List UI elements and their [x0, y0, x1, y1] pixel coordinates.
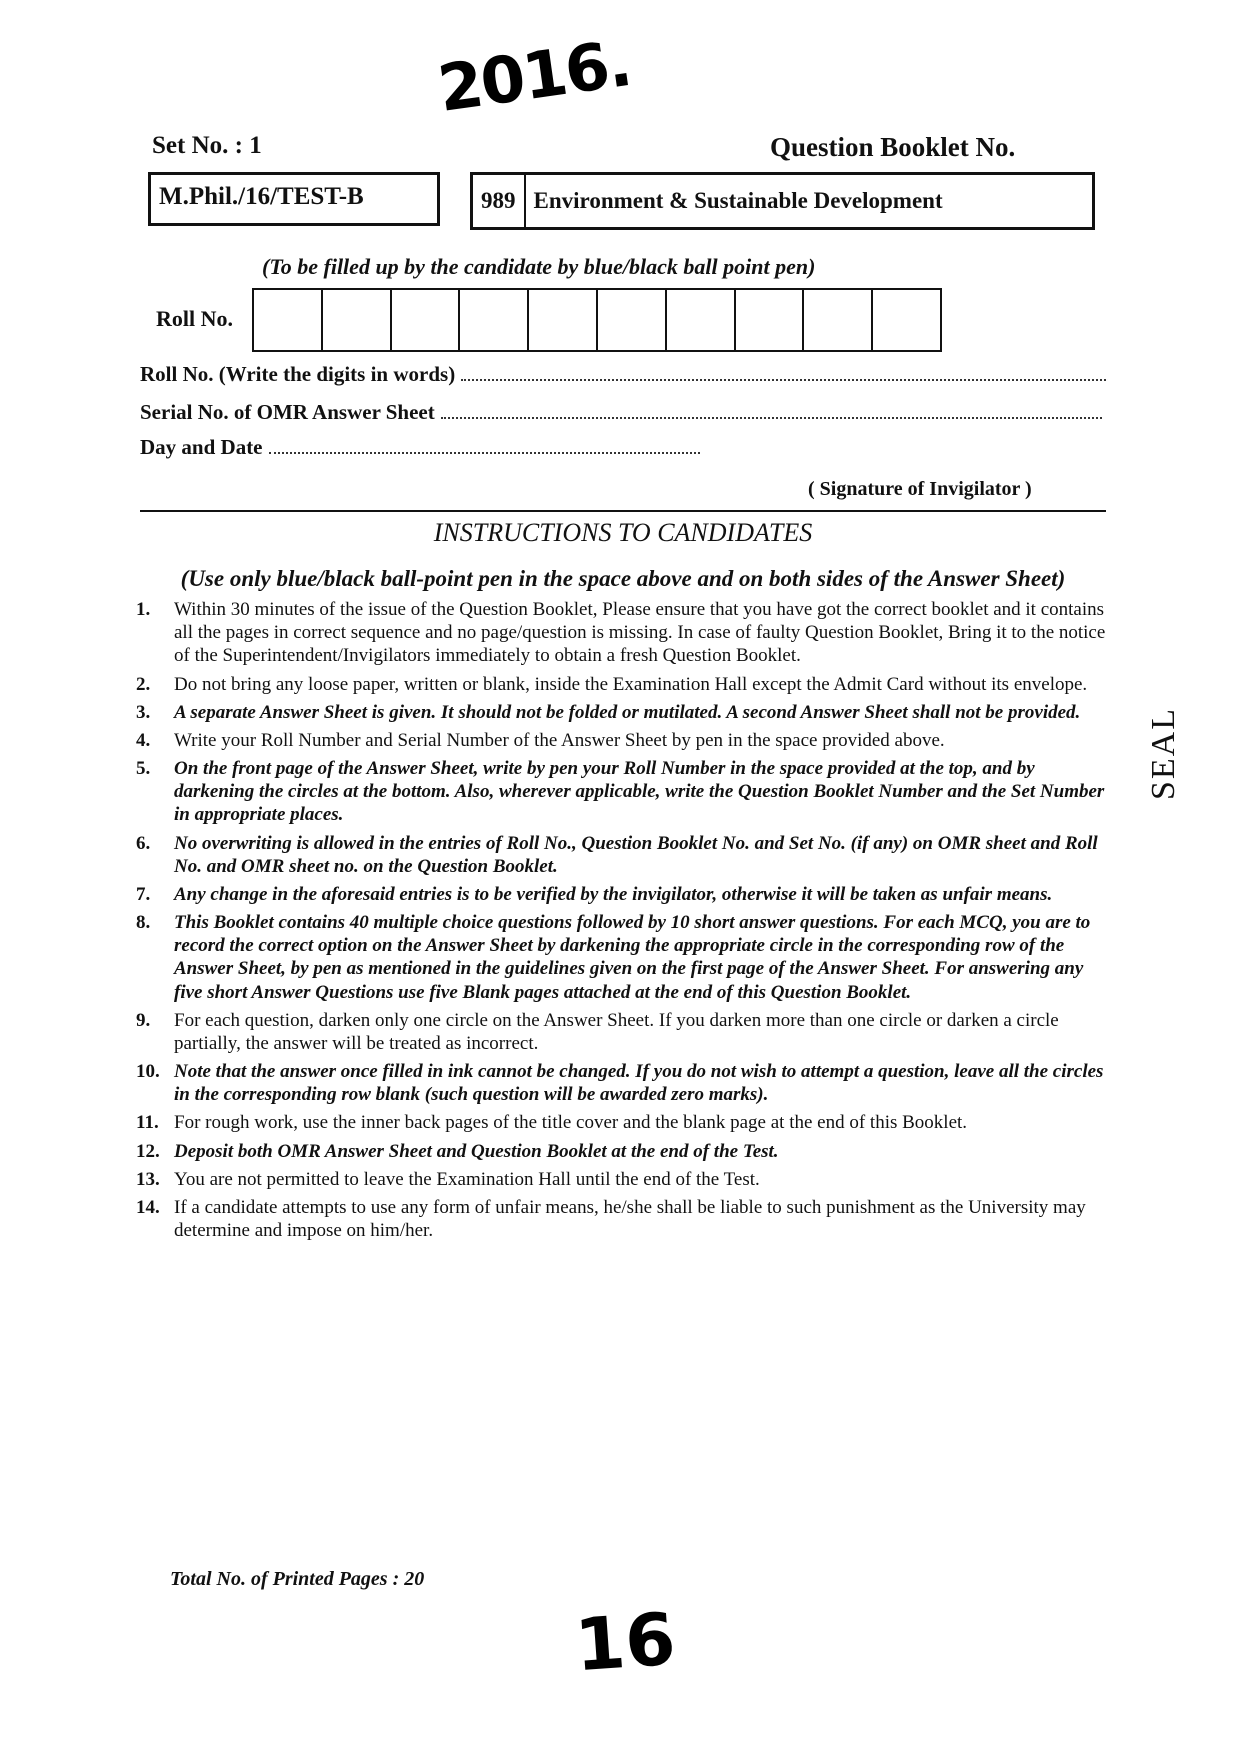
roll-words-field[interactable] [140, 362, 1106, 387]
instruction-item [136, 701, 1106, 724]
day-date-field[interactable] [140, 435, 700, 460]
instruction-text: For rough work, use the inner back pages of the title cover and the blank page at the end of this Booklet. [174, 1112, 968, 1134]
total-printed-pages: Total No. of Printed Pages : 20 [170, 1568, 425, 1590]
instruction-item [136, 757, 1106, 827]
instruction-item [136, 911, 1106, 1004]
instruction-text: Note that the answer once filled in ink cannot be changed. If you do not wish to attempt a question, leave all the circles in the corresponding row blank (such question will be awarded zero marks). [174, 1061, 1104, 1106]
instruction-number: 2. [136, 673, 151, 695]
roll-number-cell[interactable] [254, 290, 323, 350]
instruction-number: 10. [136, 1061, 160, 1083]
instruction-text: For each question, darken only one circle on the Answer Sheet. If you darken more than one circle or darken a circle partially, the answer will be treated as incorrect. [174, 1009, 1059, 1054]
instructions-title: INSTRUCTIONS TO CANDIDATES [433, 518, 813, 547]
instruction-text: Do not bring any loose paper, written or blank, inside the Examination Hall except the Admit Card without its envelope. [174, 673, 1088, 695]
roll-number-cell[interactable] [873, 290, 940, 350]
course-code-box [148, 172, 440, 226]
instruction-text: Any change in the aforesaid entries is to be verified by the invigilator, otherwise it will be taken as unfair means. [174, 883, 1053, 905]
instruction-item [136, 883, 1106, 906]
subject-name: Environment & Sustainable Development [533, 188, 943, 213]
question-booklet-number-label: Question Booklet No. [770, 132, 1016, 162]
seal-stamp: SEAL [1145, 707, 1182, 800]
instruction-item [136, 832, 1106, 878]
handwritten-page-number: 16 [572, 1596, 679, 1688]
roll-number-cell[interactable] [460, 290, 529, 350]
roll-number-cell[interactable] [804, 290, 873, 350]
instruction-number: 12. [136, 1140, 160, 1162]
day-date-line [269, 451, 700, 454]
instruction-number: 6. [136, 832, 151, 854]
instruction-number: 4. [136, 729, 151, 751]
instruction-number: 3. [136, 701, 151, 723]
instruction-number: 13. [136, 1168, 160, 1190]
handwritten-year: 2016. [433, 26, 635, 128]
instructions-list [136, 598, 1106, 1247]
course-code: M.Phil./16/TEST-B [159, 183, 364, 210]
instruction-number: 5. [136, 758, 151, 780]
roll-number-cell[interactable] [529, 290, 598, 350]
instruction-text: This Booklet contains 40 multiple choice questions followed by 10 short answer questions. For each MCQ, you are to record the correct option on the Answer Sheet by darkening the appropriate circle in the corresponding row of the Answer Sheet, by pen as mentioned in the guidelines given on the first page of the Answer Sheet. For answering any five short Answer Questions use five Blank pages attached at the end of this Question Booklet. [174, 912, 1091, 1003]
instruction-number: 9. [136, 1009, 151, 1031]
instruction-number: 7. [136, 883, 151, 905]
roll-words-label: Roll No. (Write the digits in words) [140, 362, 456, 386]
instruction-text: You are not permitted to leave the Examination Hall until the end of the Test. [174, 1168, 760, 1190]
instruction-item [136, 729, 1106, 752]
instruction-item [136, 598, 1106, 668]
instruction-number: 11. [136, 1112, 159, 1134]
omr-serial-line [441, 416, 1102, 419]
invigilator-signature-label: ( Signature of Invigilator ) [808, 478, 1032, 500]
instruction-text: Deposit both OMR Answer Sheet and Question Booklet at the end of the Test. [174, 1140, 779, 1162]
instruction-text: No overwriting is allowed in the entries of Roll No., Question Booklet No. and Set No. (if any) on OMR sheet and Roll No. and OMR sheet no. on the Question Booklet. [174, 832, 1098, 877]
roll-number-cell[interactable] [598, 290, 667, 350]
instruction-item [136, 1196, 1106, 1242]
instruction-number: 14. [136, 1196, 160, 1218]
instruction-number: 1. [136, 599, 151, 620]
instruction-item [136, 1111, 1106, 1134]
instruction-item [136, 1168, 1106, 1191]
roll-words-line [461, 378, 1106, 381]
instruction-item [136, 1140, 1106, 1163]
day-date-label: Day and Date [140, 435, 263, 459]
roll-number-cell[interactable] [667, 290, 736, 350]
fill-note: (To be filled up by the candidate by blue/black ball point pen) [262, 254, 816, 279]
instruction-number: 8. [136, 912, 151, 934]
instruction-text: If a candidate attempts to use any form of unfair means, he/she shall be liable to such punishment as the University may determine and impose on him/her. [174, 1196, 1086, 1242]
roll-number-cell[interactable] [736, 290, 805, 350]
instruction-text: A separate Answer Sheet is given. It should not be folded or mutilated. A second Answer Sheet shall not be provided. [174, 701, 1081, 723]
subject-code: 989 [473, 175, 526, 227]
instruction-item [136, 1009, 1106, 1055]
roll-number-label: Roll No. [156, 306, 233, 331]
omr-serial-label: Serial No. of OMR Answer Sheet [140, 400, 435, 424]
instruction-text: On the front page of the Answer Sheet, write by pen your Roll Number in the space provided at the top, and by darkening the circles at the bottom. Also, wherever applicable, write the Question Booklet Number and the Set Number in appropriate places. [174, 758, 1105, 826]
instructions-subtitle: (Use only blue/black ball-point pen in the space above and on both sides of the Answer Sheet) [180, 566, 1066, 591]
roll-number-cell[interactable] [392, 290, 461, 350]
subject-box [470, 172, 1095, 230]
instruction-text: Write your Roll Number and Serial Number of the Answer Sheet by pen in the space provided above. [174, 729, 945, 751]
omr-serial-field[interactable] [140, 400, 1102, 425]
divider [140, 510, 1106, 512]
set-number: Set No. : 1 [152, 132, 262, 159]
instruction-item [136, 1060, 1106, 1106]
instruction-text: Within 30 minutes of the issue of the Question Booklet, Please ensure that you have got the correct booklet and it contains all the pages in correct sequence and no page/question is missing. In case of faulty Question Booklet, Bring it to the notice of the Superintendent/Invigilators immediately to obtain a fresh Question Booklet. [174, 599, 1106, 667]
instruction-item [136, 673, 1106, 696]
roll-number-cell[interactable] [323, 290, 392, 350]
roll-number-grid[interactable] [252, 288, 942, 352]
